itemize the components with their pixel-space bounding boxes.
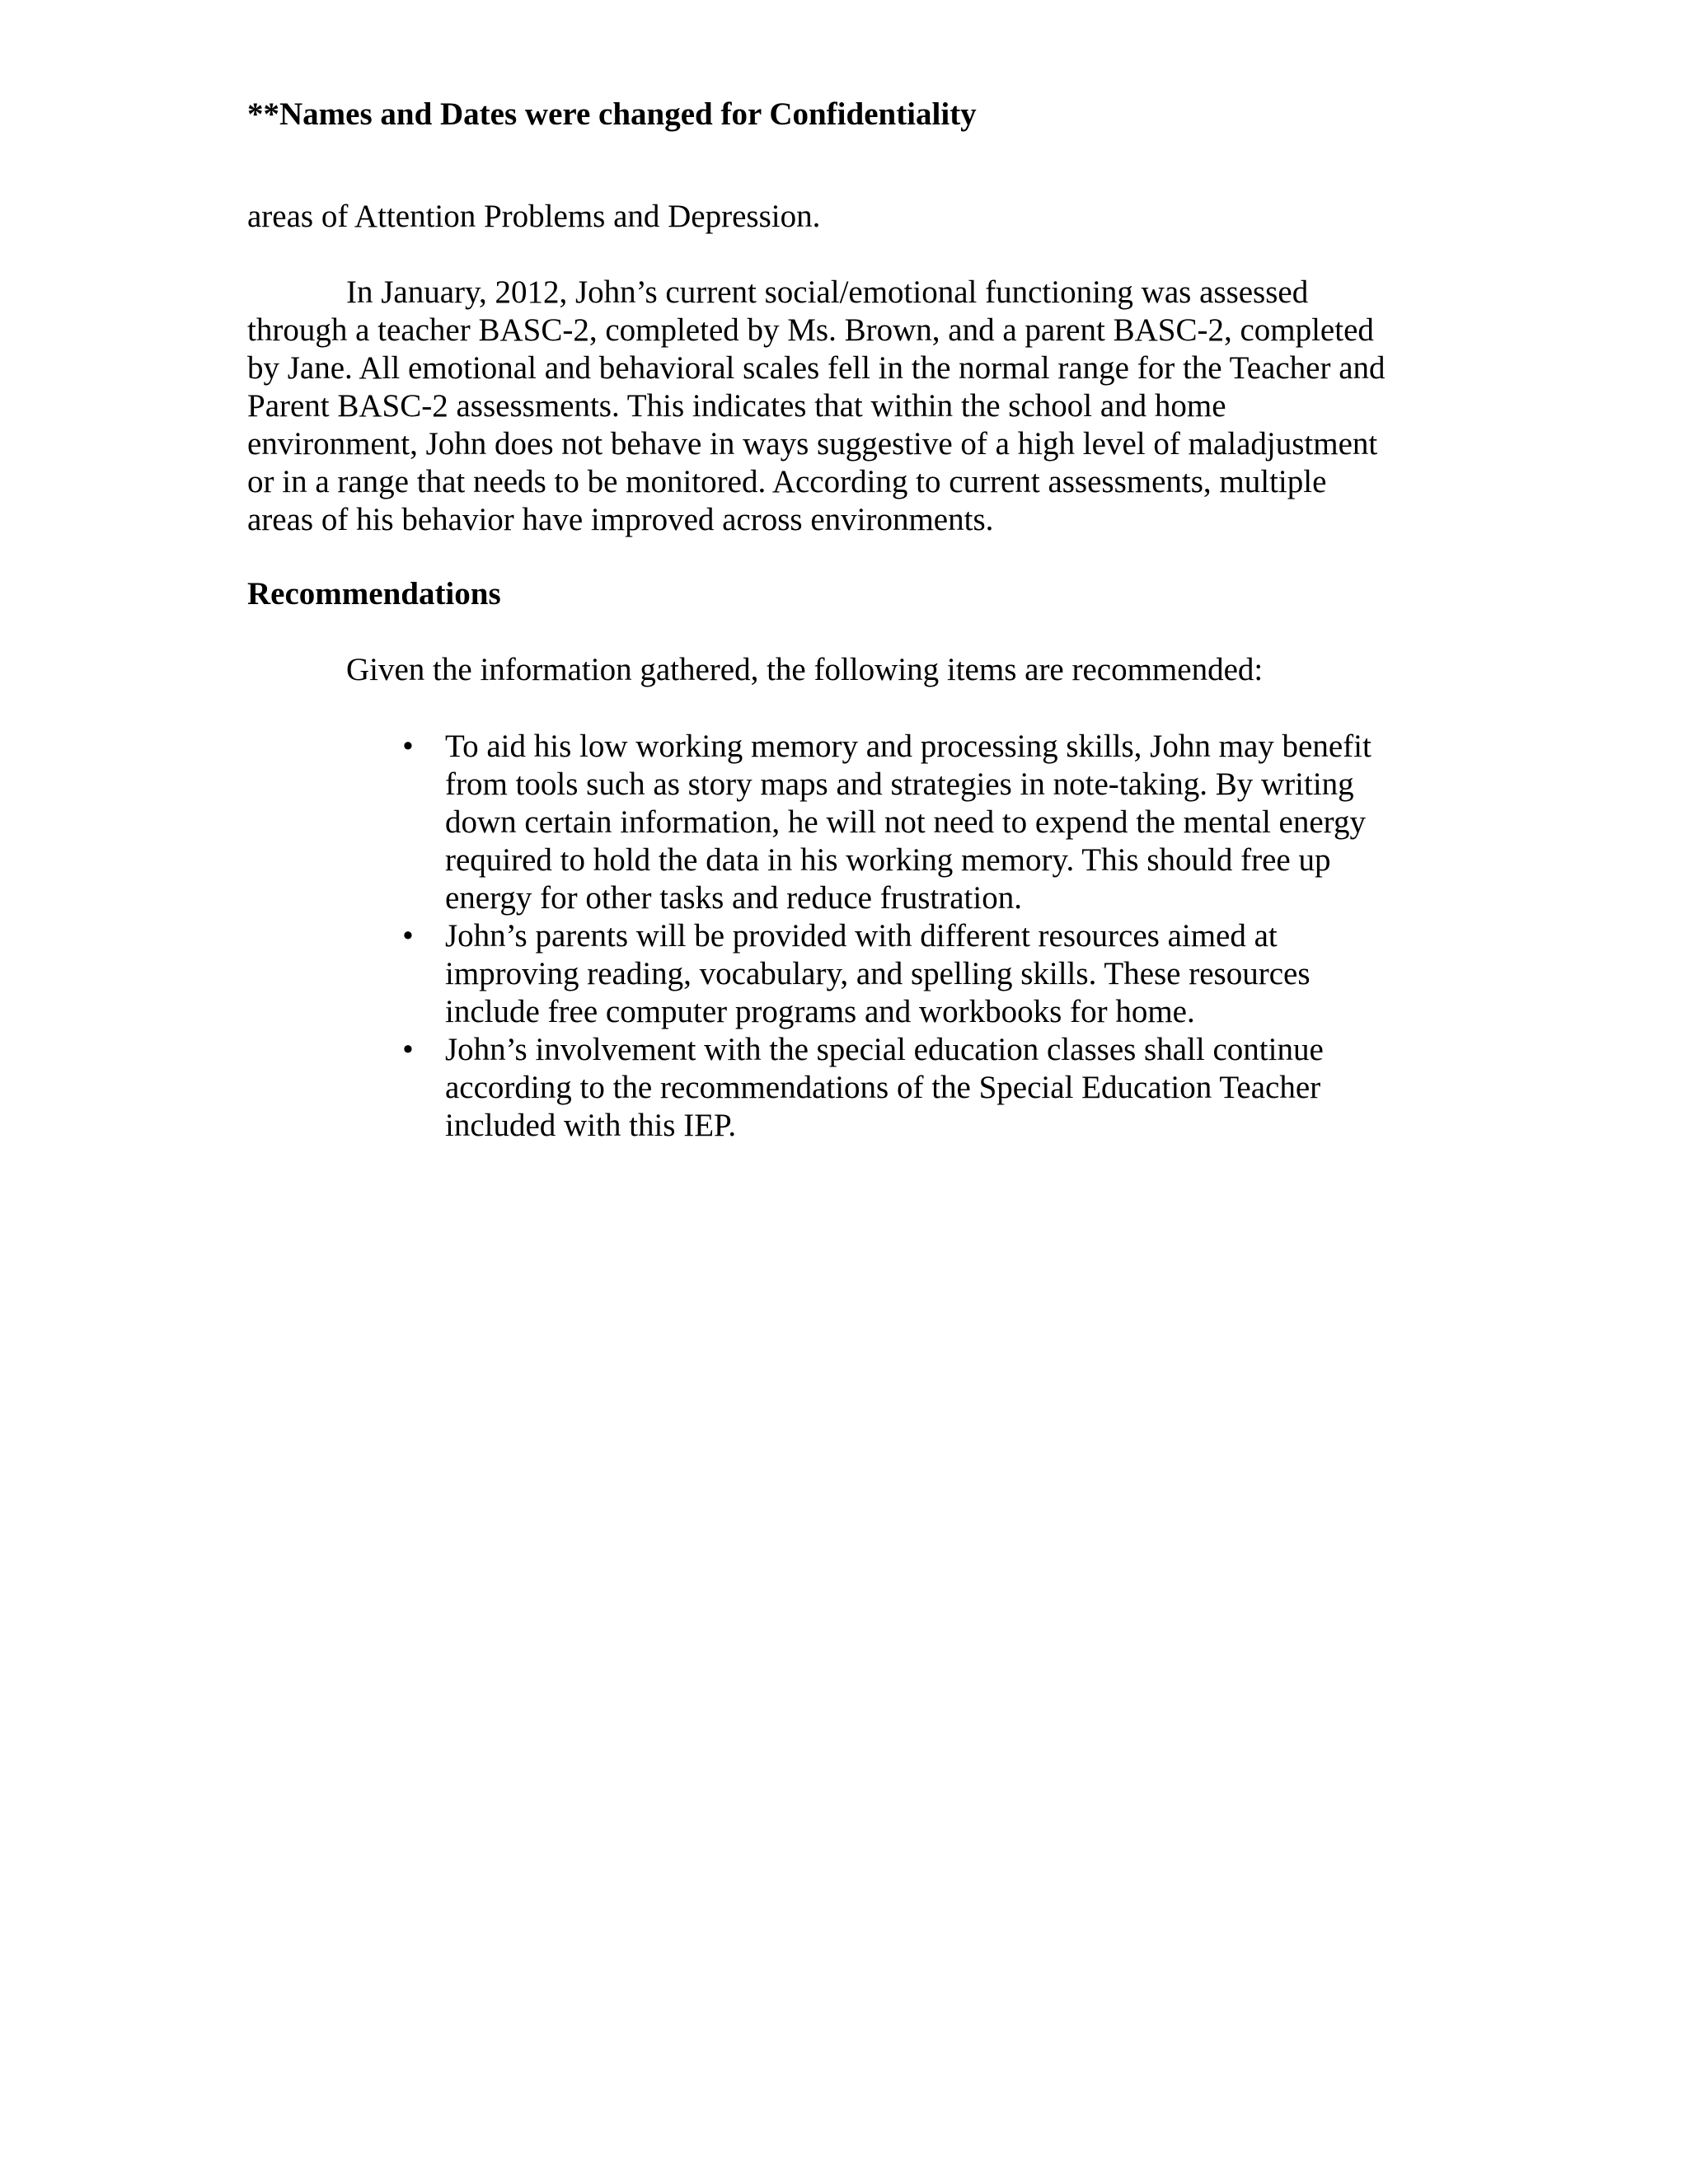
list-item-line: according to the recommendations of the Special Education Teacher [445, 1070, 1321, 1105]
confidentiality-note: **Names and Dates were changed for Confidentiality [247, 96, 977, 132]
list-item-text [445, 728, 1434, 917]
list-item [247, 728, 1434, 917]
bullet-icon: • [402, 729, 414, 764]
paragraph-line: through a teacher BASC-2, completed by Ms. Brown, and a parent BASC-2, completed [247, 312, 1374, 348]
list-item-line: include free computer programs and workbooks for home. [445, 994, 1195, 1029]
list-item-line: down certain information, he will not need to expend the mental energy [445, 804, 1366, 840]
list-item [247, 917, 1434, 1031]
continued-paragraph: areas of Attention Problems and Depression. [247, 199, 821, 234]
recommendations-intro: Given the information gathered, the following items are recommended: [346, 652, 1264, 687]
paragraph-line: In January, 2012, John’s current social/emotional functioning was assessed [346, 274, 1309, 310]
list-item-line: John’s involvement with the special education classes shall continue [445, 1032, 1324, 1067]
list-item-line: from tools such as story maps and strategies in note-taking. By writing [445, 766, 1354, 802]
list-item-line: included with this IEP. [445, 1108, 737, 1143]
paragraph-line: or in a range that needs to be monitored. According to current assessments, multiple [247, 464, 1327, 499]
paragraph-line: by Jane. All emotional and behavioral scales fell in the normal range for the Teacher and [247, 350, 1386, 386]
paragraph-line: Parent BASC-2 assessments. This indicates that within the school and home [247, 388, 1226, 424]
paragraph-line: environment, John does not behave in ways suggestive of a high level of maladjustment [247, 426, 1378, 462]
list-item-text [445, 917, 1434, 1031]
list-item-line: required to hold the data in his working memory. This should free up [445, 842, 1331, 878]
bullet-icon: • [402, 1032, 414, 1067]
list-item [247, 1031, 1434, 1145]
list-item-line: energy for other tasks and reduce frustration. [445, 880, 1022, 916]
list-item-text [445, 1031, 1434, 1145]
paragraph-line: areas of his behavior have improved across environments. [247, 502, 994, 537]
assessment-paragraph [247, 274, 1434, 539]
list-item-line: John’s parents will be provided with different resources aimed at [445, 918, 1278, 954]
recommendations-list [247, 728, 1434, 1145]
list-item-line: improving reading, vocabulary, and spelling skills. These resources [445, 956, 1311, 991]
bullet-icon: • [402, 918, 414, 954]
list-item-line: To aid his low working memory and processing skills, John may benefit [445, 729, 1372, 764]
recommendations-heading: Recommendations [247, 576, 501, 612]
